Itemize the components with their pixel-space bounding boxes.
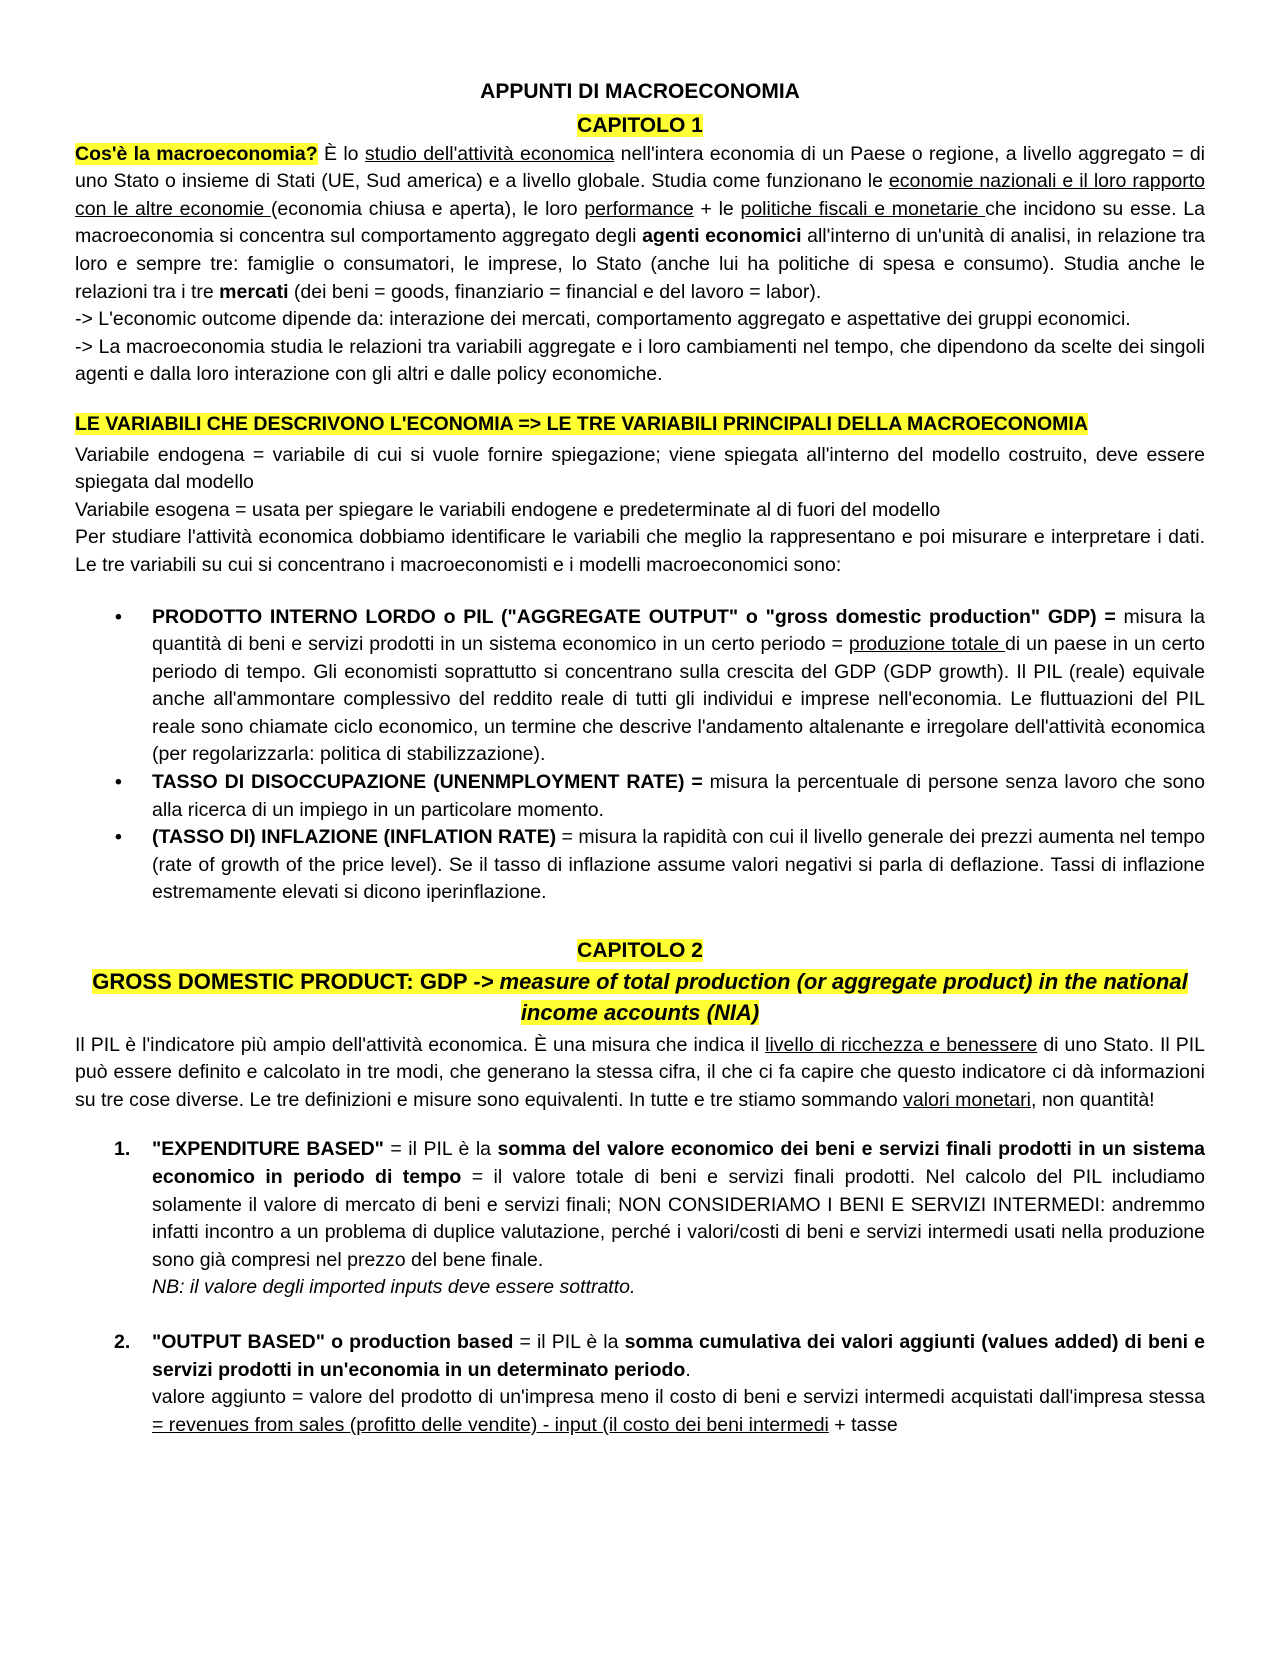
document-content (75, 78, 1205, 1466)
gdp-title (75, 966, 1205, 1028)
arrow-note-1: -> L'economic outcome dipende da: interazione dei mercati, comportamento aggregato e aspettative dei gruppi economici. (75, 308, 1131, 331)
intro-text-4: + le (693, 197, 741, 220)
intro-text-5: che incidono su esse. La macroeconomia si concentra sul comportamento aggregato degli (75, 197, 1205, 248)
bullet-icon: • (115, 605, 122, 628)
expenditure-text-2: = il valore totale di beni e servizi finali prodotti. Nel calcolo del PIL includiamo solamente il valore di mercato di beni e servizi finali; NON CONSIDERIAMO I BENI E SERVIZI INTERMEDI: andremmo infatti incontro a un problema di duplice valutazione, perché i valori/costi di beni e servizi intermedi usati nella produzione sono già compresi nel prezzo del bene finale. (152, 1166, 1205, 1271)
pil-text-2: di un paese in un certo periodo di tempo. Gli economisti soprattutto si concentrano sulla crescita del GDP (GDP growth). Il PIL (reale) equivale anche all'ammontare complessivo del reddito reale di tutti gli individui e imprese nell'economia. Le fluttuazioni del PIL reale sono chiamate ciclo economico, un termine che descrive l'andamento altalenante e irregolare dell'attività economica (per regolarizzarla: politica di stabilizzazione). (152, 633, 1206, 766)
output-text-1: = il PIL è la (513, 1330, 625, 1353)
intro-underline-2: economie nazionali e il loro rapporto con le altre economie (75, 170, 1205, 220)
document-title: APPUNTI DI MACROECONOMIA (480, 80, 800, 103)
bullet-icon: • (115, 826, 122, 849)
expenditure-bold: somma del valore economico dei beni e servizi finali prodotti in un sistema economico in periodo di tempo (152, 1138, 1205, 1188)
output-heading: "OUTPUT BASED" o production based (152, 1330, 514, 1353)
pil-intro-text-1: Il PIL è l'indicatore più ampio dell'attività economica. È una misura che indica il (75, 1033, 766, 1056)
intro-text-2: nell'intera economia di un Paese o regione, a livello aggregato = di uno Stato o insieme di Stati (UE, Sud america) e a livello globale. Studia come funzionano le (75, 142, 1206, 193)
gdp-title-italic: -> measure of total production (or aggregate product) in the national income accounts (NIA) (473, 968, 1188, 1025)
value-added-tail: + tasse (828, 1413, 898, 1436)
intro-text-3: (economia chiusa e aperta), le loro (270, 197, 585, 220)
unemployment-heading: TASSO DI DISOCCUPAZIONE (UNENMPLOYMENT RATE) = (152, 771, 703, 794)
study-paragraph: Per studiare l'attività economica dobbiamo identificare le variabili che meglio la rappresentano e poi misurare e interpretare i dati. Le tre variabili su cui si concentrano i macroeconomisti e i modelli macroeconomici sono: (75, 526, 1205, 576)
intro-underline-3: performance (584, 197, 694, 220)
pil-intro-text-2: di uno Stato. Il PIL può essere definito e calcolato in tre modi, che generano la stessa cifra, il che ci fa capire che questo indicatore ci dà informazioni su tre cose diverse. Le tre definizioni e misure sono equivalenti. In tutte e tre stiamo sommando (75, 1033, 1205, 1111)
output-bold: somma cumulativa dei valori aggiunti (values added) di beni e servizi prodotti in un'economia in un determinato periodo (152, 1330, 1205, 1381)
bullet-icon: • (115, 771, 122, 794)
intro-underline-1: studio dell'attività economica (364, 142, 615, 165)
pil-intro-underline-1: livello di ricchezza e benessere (765, 1033, 1038, 1056)
item-number-1: 1. (114, 1138, 131, 1161)
intro-bold-mercati: mercati (219, 280, 289, 303)
exogenous-definition: Variabile esogena = usata per spiegare le variabili endogene e predeterminate al di fuori del modello (75, 498, 941, 521)
expenditure-heading: "EXPENDITURE BASED" (152, 1138, 384, 1161)
variables-heading: LE VARIABILI CHE DESCRIVONO L'ECONOMIA => LE TRE VARIABILI PRINCIPALI DELLA MACROECONOMIA (75, 412, 1088, 435)
pil-intro-underline-2: valori monetari (903, 1088, 1031, 1111)
arrow-note-2: -> La macroeconomia studia le relazioni tra variabili aggregate e i loro cambiamenti nel tempo, che dipendono da scelte dei singoli agenti e dalla loro interazione con gli altri e dalle policy economiche. (75, 335, 1205, 386)
inflation-text: = misura la rapidità con cui il livello generale dei prezzi aumenta nel tempo (rate of growth of the price level). Se il tasso di inflazione assume valori negativi si parla di deflazione. Tassi di inflazione estremamente elevati si dicono iperinflazione. (152, 826, 1205, 904)
list-item-unemployment (75, 769, 1205, 824)
expenditure-text-1: = il PIL è la (383, 1138, 498, 1161)
gdp-definitions-list (75, 1136, 1205, 1439)
list-item-inflation (75, 824, 1205, 907)
value-added-text: valore aggiunto = valore del prodotto di un'impresa meno il costo di beni e servizi intermedi acquistati dall'impresa stessa (152, 1386, 1205, 1409)
unemployment-text: misura la percentuale di persone senza lavoro che sono alla ricerca di un impiego in un particolare momento. (152, 771, 1206, 821)
output-text-2: . (685, 1358, 691, 1381)
endogenous-definition: Variabile endogena = variabile di cui si vuole fornire spiegazione; viene spiegata all'interno del modello costruito, deve essere spiegata dal modello (75, 443, 1205, 494)
pil-heading: PRODOTTO INTERNO LORDO o PIL ("AGGREGATE OUTPUT" o "gross domestic production" GDP) = (152, 605, 1116, 628)
list-item-expenditure (75, 1136, 1205, 1302)
intro-question: Cos'è la macroeconomia? (75, 142, 318, 165)
intro-text-6: all'interno di un'unità di analisi, in relazione tra loro e sempre tre: famiglie o consumatori, le imprese, lo Stato (anche lui ha politiche di spesa e consumo). Studia anche le relazioni tra i tre (75, 225, 1205, 303)
gdp-title-plain: GROSS DOMESTIC PRODUCT: GDP (92, 968, 474, 994)
pil-underline: produzione totale (848, 633, 1006, 656)
intro-underline-4: politiche fiscali e monetarie (740, 197, 986, 220)
chapter-1-heading (75, 112, 1205, 141)
chapter-1-label: CAPITOLO 1 (577, 114, 703, 137)
pil-intro-text-3: , non quantità! (1030, 1088, 1155, 1111)
pil-text-1: misura la quantità di beni e servizi prodotti in un sistema economico in un certo periodo = (152, 605, 1205, 656)
inflation-heading: (TASSO DI) INFLAZIONE (INFLATION RATE) (152, 826, 557, 849)
pil-intro-paragraph (75, 1032, 1205, 1115)
chapter-2-heading (75, 937, 1205, 966)
main-variables-list (75, 604, 1205, 908)
intro-bold-agenti: agenti economici (642, 225, 802, 248)
list-item-output (75, 1329, 1205, 1439)
expenditure-nb: NB: il valore degli imported inputs deve essere sottratto. (152, 1276, 636, 1299)
intro-text-7: (dei beni = goods, finanziario = financial e del lavoro = labor). (288, 280, 822, 303)
item-number-2: 2. (114, 1330, 131, 1353)
list-item-pil (75, 604, 1205, 770)
intro-paragraph (75, 141, 1205, 307)
chapter-2-label: CAPITOLO 2 (577, 939, 703, 963)
intro-text-1: È lo (317, 142, 365, 165)
value-added-underline: = revenues from sales (profitto delle vendite) - input (il costo dei beni intermedi (152, 1413, 829, 1436)
variables-heading-wrap (75, 411, 1205, 439)
